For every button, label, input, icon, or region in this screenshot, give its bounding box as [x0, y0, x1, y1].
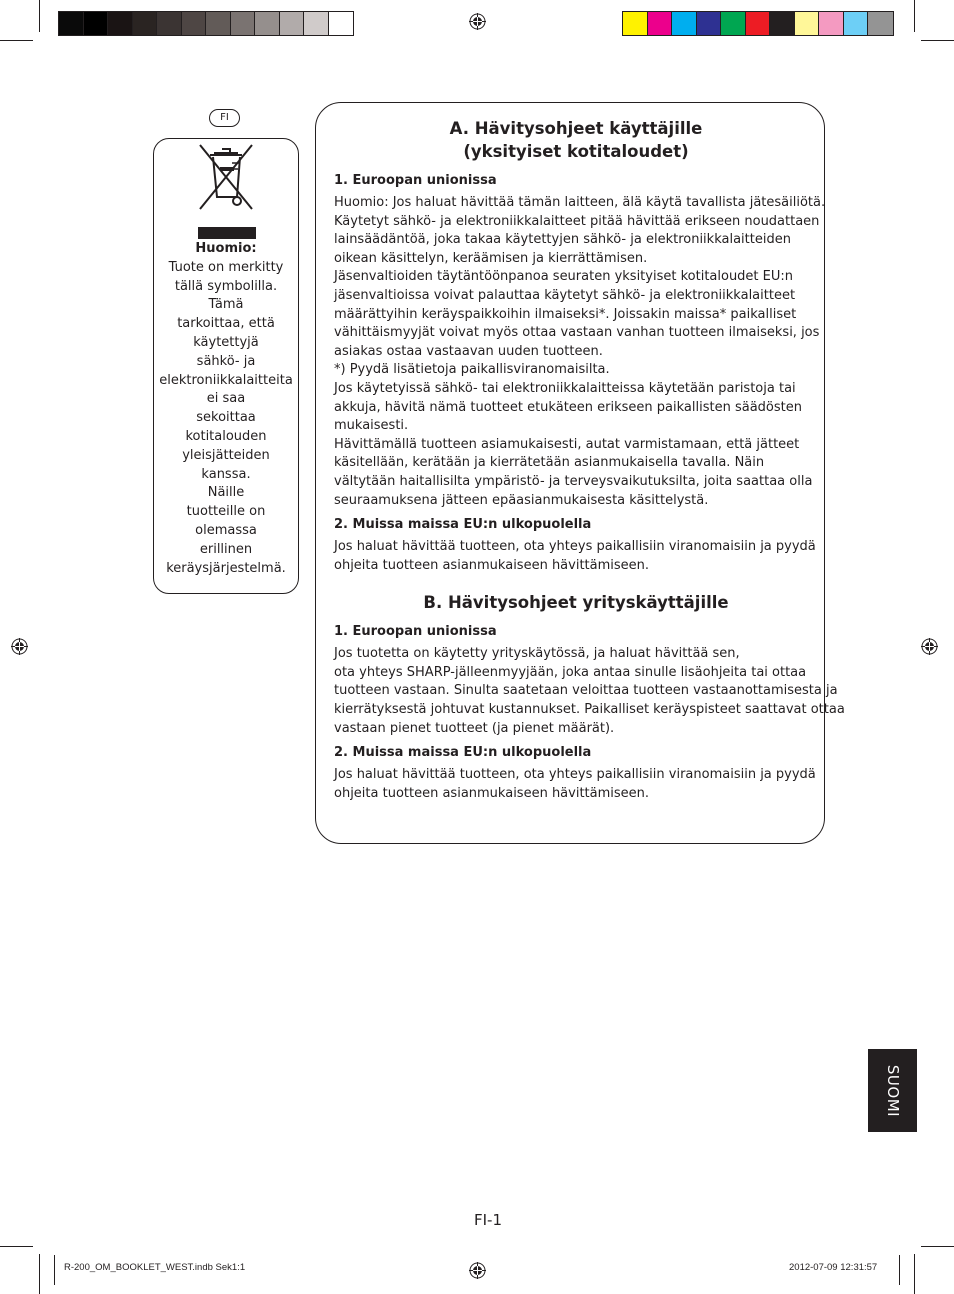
process-color-bar	[622, 11, 894, 36]
crop-mark	[0, 1246, 33, 1247]
symbol-notice-line: tuotteille on	[186, 504, 266, 520]
crossed-out-wheelie-bin-icon	[192, 143, 260, 213]
body-line: kierrätyksestä johtuvat kustannukset. Paikalliset keräyspisteet saattavat ottaa	[334, 702, 845, 718]
crop-mark	[921, 40, 954, 41]
color-swatch	[280, 12, 305, 35]
body-line: Hävittämällä tuotteen asiamukaisesti, autat varmistamaan, että jätteet	[334, 436, 800, 452]
symbol-notice-line: sekoittaa	[196, 410, 256, 426]
body-line: Jos käytetyissä sähkö- tai elektroniikkalaitteissa käytetään paristoja tai	[334, 380, 796, 396]
body-line: akkuja, hävitä nämä tuotteet etukäteen erikseen paikallisten säädösten	[334, 399, 802, 415]
body-line: vähittäismyyjät voivat myös ottaa vastaan vanhan tuotteen ilmaiseksi, jos	[334, 325, 820, 341]
body-line: mukaisesti.	[334, 418, 409, 434]
symbol-notice-line: tarkoittaa, että	[177, 316, 275, 332]
symbol-notice-line: yleisjätteiden	[182, 447, 270, 463]
body-line: lainsäädäntöä, joka takaa käytettyjen sähkö- ja elektroniikkalaitteiden	[334, 232, 791, 248]
color-swatch	[108, 12, 133, 35]
registration-mark-icon	[921, 638, 938, 655]
symbol-notice-line: Tuote on merkitty	[168, 259, 284, 275]
symbol-notice-line: sähkö- ja	[196, 353, 256, 369]
crop-mark	[0, 40, 33, 41]
symbol-notice-line: elektroniikkalaitteita	[159, 372, 293, 388]
body-line: asiakas ostaa vastaavan uuden tuotteen.	[334, 343, 603, 359]
section-a-title-line: A. Hävitysohjeet käyttäjille	[449, 119, 703, 138]
crop-mark	[914, 1254, 915, 1294]
symbol-underline-bar	[198, 227, 256, 239]
body-line: vastaan pienet tuotteet (ja pienet määrät).	[334, 720, 615, 736]
body-line: oikean käsittelyn, keräämisen ja kierrättämisen.	[334, 250, 648, 266]
crop-mark	[921, 1246, 954, 1247]
color-swatch	[133, 12, 158, 35]
body-line: Jäsenvaltioiden täytäntöönpanoa seuraten yksityiset kotitaloudet EU:n	[334, 269, 794, 285]
color-swatch	[59, 12, 84, 35]
color-swatch	[697, 12, 722, 35]
section-a-non-eu-body	[334, 538, 818, 575]
color-swatch	[329, 12, 354, 35]
grayscale-color-bar	[58, 11, 354, 36]
registration-mark-icon	[469, 1262, 486, 1279]
body-line: Jos tuotetta on käytetty yrityskäytössä, ja haluat hävittää sen,	[334, 646, 740, 662]
body-line: *) Pyydä lisätietoja paikallisviranomaisilta.	[334, 362, 610, 378]
section-b-title: B. Hävitysohjeet yrityskäyttäjille	[423, 593, 729, 613]
crop-mark	[899, 1255, 900, 1285]
registration-mark-icon	[469, 13, 486, 30]
section-b-eu-heading: 1. Euroopan unionissa	[334, 624, 497, 640]
symbol-notice-line: kotitalouden	[185, 428, 267, 444]
color-swatch	[182, 12, 207, 35]
section-b-non-eu-body	[334, 766, 818, 803]
language-side-tab-label: SUOMI	[883, 1064, 902, 1117]
registration-mark-icon	[11, 638, 28, 655]
footer-file-info: R-200_OM_BOOKLET_WEST.indb Sek1:1	[64, 1262, 246, 1273]
color-swatch	[721, 12, 746, 35]
color-swatch	[231, 12, 256, 35]
section-a-title-line: (yksityiset kotitaloudet)	[463, 142, 689, 161]
section-b-eu-body	[334, 645, 845, 738]
color-swatch	[868, 12, 893, 35]
crop-mark	[39, 0, 40, 32]
weee-symbol-box	[153, 138, 299, 594]
symbol-notice-line: kanssa.	[201, 466, 251, 482]
body-line: Käytetyt sähkö- ja elektroniikkalaitteet pitää hävittää erikseen noudattaen	[334, 213, 820, 229]
color-swatch	[157, 12, 182, 35]
color-swatch	[795, 12, 820, 35]
page-number: FI-1	[474, 1211, 503, 1229]
section-a-title	[334, 117, 818, 163]
body-line: käsitellään, kerätään ja kierrätetään asianmukaisella tavalla. Näin	[334, 455, 765, 471]
color-swatch	[819, 12, 844, 35]
symbol-notice-text	[156, 240, 296, 578]
color-swatch	[255, 12, 280, 35]
color-swatch	[648, 12, 673, 35]
symbol-notice-line: Tämä	[208, 297, 244, 313]
body-line: ota yhteys SHARP-jälleenmyyjään, joka antaa sinulle lisäohjeita tai ottaa	[334, 664, 807, 680]
section-a-non-eu-heading: 2. Muissa maissa EU:n ulkopuolella	[334, 517, 592, 533]
body-line: määrättyihin keräyspaikkoihin ilmaiseksi*. Joissakin maissa* paikalliset	[334, 306, 797, 322]
body-line: Jos haluat hävittää tuotteen, ota yhteys paikallisiin viranomaisiin ja pyydä	[334, 539, 816, 555]
body-line: Jos haluat hävittää tuotteen, ota yhteys paikallisiin viranomaisiin ja pyydä	[334, 767, 816, 783]
language-side-tab	[868, 1049, 917, 1132]
body-line: ohjeita tuotteen asianmukaiseen hävittämiseen.	[334, 785, 650, 801]
language-badge: FI	[209, 109, 240, 127]
color-swatch	[672, 12, 697, 35]
section-a-eu-body	[334, 194, 826, 510]
crop-mark	[54, 1255, 55, 1285]
crop-mark	[914, 0, 915, 32]
symbol-notice-line: olemassa	[195, 522, 257, 538]
footer-timestamp: 2012-07-09 12:31:57	[789, 1262, 878, 1273]
disposal-instructions-content	[334, 117, 845, 803]
section-b-non-eu-heading: 2. Muissa maissa EU:n ulkopuolella	[334, 745, 592, 761]
body-line: Huomio: Jos haluat hävittää tämän laitteen, älä käytä tavallista jätesäiliötä.	[334, 195, 826, 210]
body-line: seuraamuksena jätteen epäasianmukaisesta käsittelystä.	[334, 492, 709, 508]
symbol-notice-line: käytettyjä	[193, 334, 259, 350]
color-swatch	[84, 12, 109, 35]
symbol-notice-line: keräysjärjestelmä.	[166, 560, 286, 576]
symbol-notice-line: erillinen	[199, 541, 253, 557]
symbol-notice-heading: Huomio:	[195, 241, 257, 256]
color-swatch	[623, 12, 648, 35]
color-swatch	[304, 12, 329, 35]
color-swatch	[746, 12, 771, 35]
color-swatch	[844, 12, 869, 35]
color-swatch	[206, 12, 231, 35]
body-line: vältytään haitallisilta ympäristö- ja terveysvaikutuksilta, joita saattaa olla	[334, 473, 813, 489]
disposal-instructions-box	[315, 102, 845, 844]
body-line: tuotteen vastaan. Sinulta saatetaan veloittaa tuotteen vastaanottamisesta ja	[334, 683, 838, 699]
crop-mark	[39, 1254, 40, 1294]
section-a-eu-heading: 1. Euroopan unionissa	[334, 173, 497, 188]
body-line: ohjeita tuotteen asianmukaiseen hävittämiseen.	[334, 557, 650, 573]
symbol-notice-line: Näille	[207, 485, 245, 501]
color-swatch	[770, 12, 795, 35]
body-line: jäsenvaltioissa voivat palauttaa käytetyt sähkö- ja elektroniikkalaitteet	[334, 287, 796, 303]
symbol-notice-line: tällä symbolilla.	[174, 278, 278, 294]
symbol-notice-line: ei saa	[206, 391, 246, 407]
